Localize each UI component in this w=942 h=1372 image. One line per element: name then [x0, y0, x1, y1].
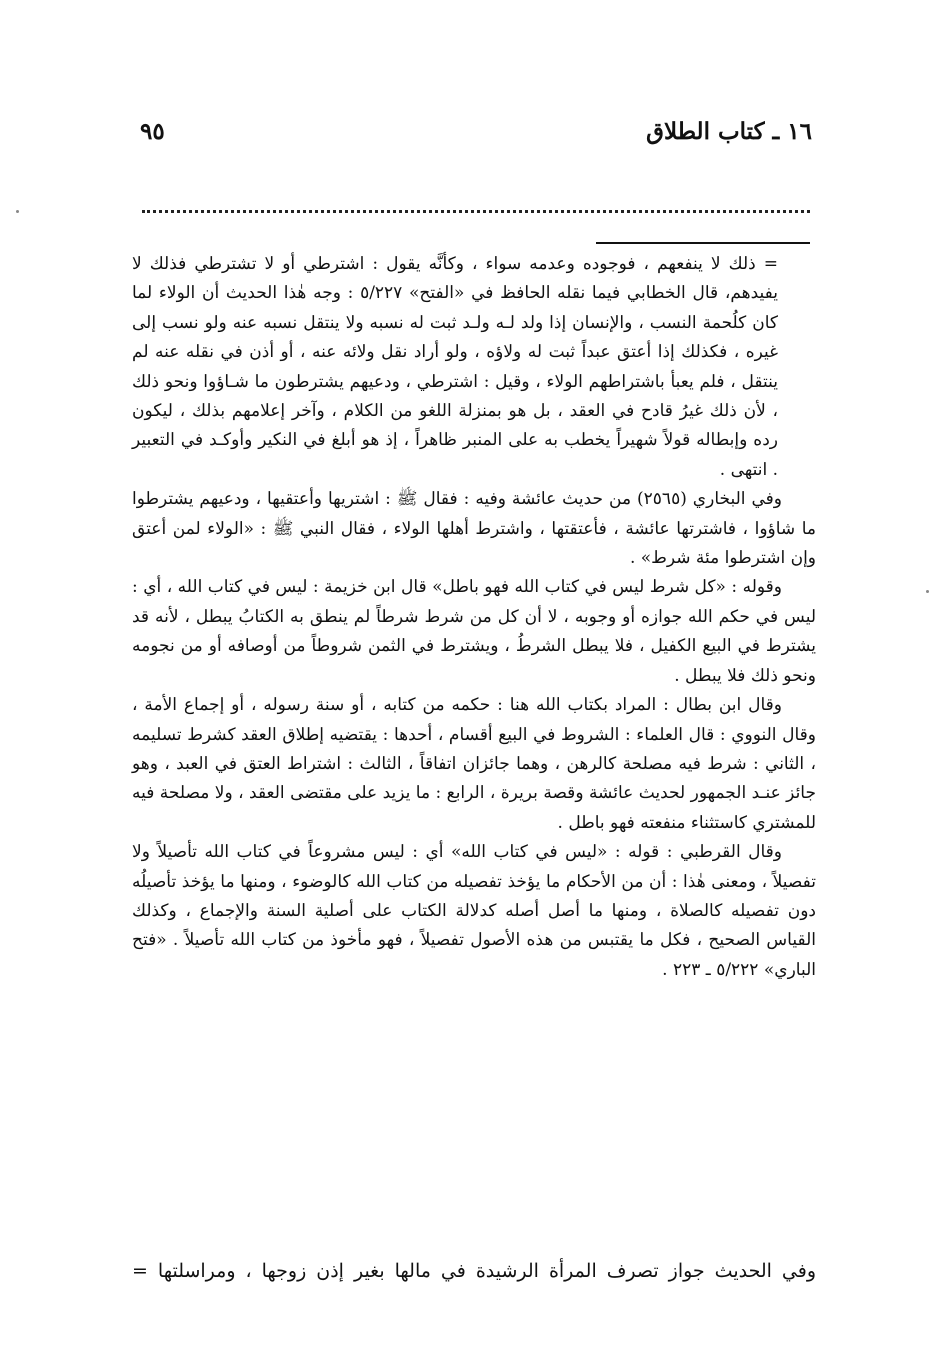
footnote-paragraph: وفي البخاري (٢٥٦٥) من حديث عائشة وفيه : فقال ﷺ : اشتريها وأعتقيها ، ودعيهم يشترطوا ما شاؤوا ، فاشترتها عائشة ، فأعتقتها ، واشترط أهلها الولاء ، فقال النبي ﷺ : «الولاء لمن أعتق وإن اشترطوا مئة شرط» . — [132, 489, 816, 569]
running-header — [140, 118, 812, 158]
footnote-paragraph: وقوله : «كل شرط ليس في كتاب الله فهو باطل» قال ابن خزيمة : ليس في كتاب الله ، أي : ليس في حكم الله جوازه أو وجوبه ، لا أن كل من شرط شرطاً لم ينطق به الكتابُ يبطل ، لأنه قد يشترط في البيع الكفيل ، فلا يبطل الشرطُ ، ويشترط في الثمن شروطاً من أوصافه أو من نجومه ونحو ذلك فلا يبطل . — [132, 577, 816, 686]
footnote-rule — [596, 242, 810, 244]
scan-speck — [16, 210, 19, 213]
footnote-paragraph: = ذلك لا ينفعهم ، فوجوده وعدمه سواء ، وكأنَّه يقول : اشترطي أو لا تشترطي فذلك لا يفيدهم، قال الخطابي فيما نقله الحافظ في «الفتح» ٥/٢٢٧ : وجه هٰذا الحديث أن الولاء لما كان كلُحمة النسب ، والإنسان إذا ولد لـه ولـد ثبت له نسبه ولا ينتقل نسبه عنه ولو نسب إلى غيره ، فكذلك إذا أعتق عبداً ثبت له ولاؤه ، ولو أراد نقل ولائه عنه ، أو أذن في نقله عنه لم ينتقل ، فلم يعبأ باشتراطهم الولاء ، وقيل : اشترطي ، ودعيهم يشترطون ما شـاؤوا ونحو ذلك ، لأن ذلك غيرُ قادح في العقد ، بل هو بمنزلة اللغو من الكلام ، وآخر إعلامهم بذلك ، ليكون رده وإبطاله قولاً شهيراً يخطب به على المنبر ظاهراً ، إذ هو أبلغ في النكير وأوكـد في التعبير . انتهى . — [132, 254, 778, 480]
scan-speck — [926, 590, 929, 593]
chapter-title: ١٦ ـ كتاب الطلاق — [646, 118, 812, 145]
main-text-line: وفي الحديث جواز تصرف المرأة الرشيدة في مالها بغير إذن زوجها ، ومراسلتها = — [132, 1260, 816, 1282]
page-number: ٩٥ — [140, 118, 165, 145]
footnote-paragraph: وقال القرطبي : قوله : «ليس في كتاب الله» أي : ليس مشروعاً في كتاب الله تأصيلاً ولا تفصيلاً ، ومعنى هٰذا : أن من الأحكام ما يؤخذ تفصيله من كتاب الله كالوضوء ، ومنها ما يؤخذ تأصيلُه دون تفصيله كالصلاة ، ومنها ما أصل أصله كدلالة الكتاب على أصلية السنة والإجماع ، وكذلك القياس الصحيح ، فكل ما يقتبس من هذه الأصول تفصيلاً ، فهو مأخوذ من كتاب الله تأصيلاً . «فتح الباري» ٥/٢٢٢ ـ ٢٢٣ . — [132, 842, 816, 980]
footnote-text — [132, 250, 816, 985]
dotted-separator — [142, 210, 810, 213]
footnote-paragraph: وقال ابن بطال : المراد بكتاب الله هنا : حكمه من كتابه ، أو سنة رسوله ، أو إجماع الأمة ، وقال النووي : قال العلماء : الشروط في البيع أقسام ، أحدها : يقتضيه إطلاق العقد كشرط تسليمه ، الثاني : شرط فيه مصلحة كالرهن ، وهما جائزان اتفاقاً ، الثالث : اشتراط العتق في العبد ، وهو جائز عنـد الجمهور لحديث عائشة وقصة بريرة ، الرابع : ما يزيد على مقتضى العقد ، ولا مصلحة فيه للمشتري كاستثناء منفعته فهو باطل . — [132, 695, 816, 833]
